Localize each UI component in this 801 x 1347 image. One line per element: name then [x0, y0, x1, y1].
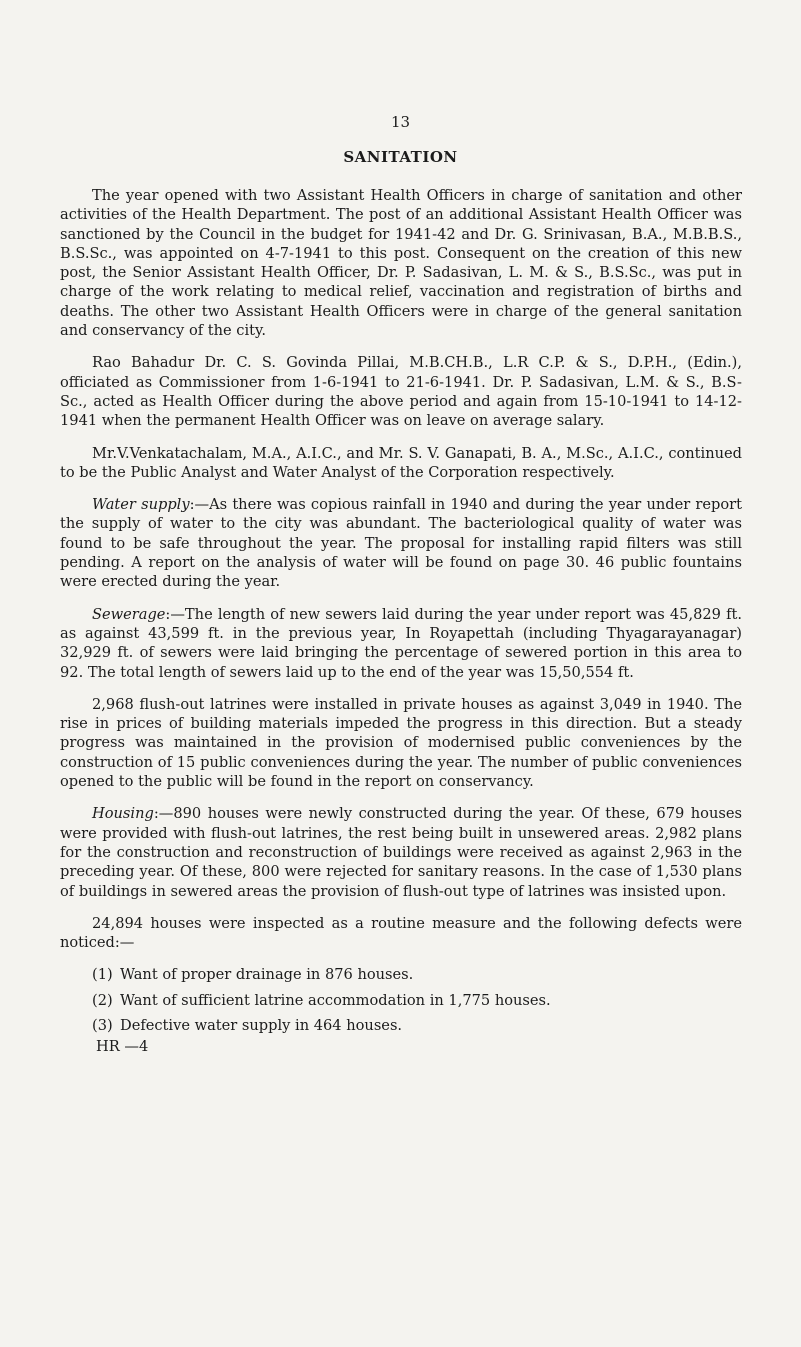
list-item-text: Defective water supply in 464 houses. [120, 1016, 403, 1034]
paragraph-intro [60, 186, 742, 340]
list-item-number: (2) [92, 991, 113, 1009]
list-item-number: (3) [92, 1016, 113, 1034]
list-item-text: Want of sufficient latrine accommodation in 1,775 houses. [120, 991, 551, 1009]
paragraph-sewerage [60, 605, 742, 682]
list-item-text: Want of proper drainage in 876 houses. [120, 966, 414, 984]
paragraph-text: 2,968 flush-out latrines were installed in private houses as against 3,049 in 1940. The rise in prices of building materials impeded the progress in this direction. But a steady progress was maintained in the provision of modernised public conveniences by the construction of 15 public conveniences during the year. The number of public conveniences opened to the public will be found in the report on conservancy. [60, 695, 742, 791]
paragraph-text: Rao Bahadur Dr. C. S. Govinda Pillai, M.B.CH.B., L.R C.P. & S., D.P.H., (Edin.), officiated as Commissioner from 1-6-1941 to 21-6-1941. Dr. P. Sadasivan, L.M. & S., B.S-Sc., acted as Health Officer during the above period and again from 15-10-1941 to 14-12-1941 when the permanent Health Officer was on leave on average salary. [60, 354, 742, 430]
paragraph-inspection [60, 914, 742, 953]
paragraph-lead: Housing [92, 805, 154, 823]
paragraph-water-supply [60, 495, 742, 591]
list-item [60, 991, 742, 1010]
paragraph-commissioner [60, 353, 742, 430]
list-item [60, 1016, 742, 1035]
paragraph-lead: Sewerage [92, 605, 166, 623]
paragraph-analysts [60, 444, 742, 483]
section-heading: SANITATION [343, 148, 458, 166]
paragraph-text: Mr.V.Venkatachalam, M.A., A.I.C., and Mr. S. V. Ganapati, B. A., M.Sc., A.I.C., continued to be the Public Analyst and Water Analyst of the Corporation respectively. [60, 444, 742, 481]
list-item [60, 965, 742, 984]
defects-list [60, 965, 742, 1035]
paragraph-text: :—As there was copious rainfall in 1940 and during the year under report the supply of water to the city was abundant. The bacteriological quality of water was found to be safe throughout the year. The proposal for installing rapid filters was still pending. A report on the analysis of water will be found on page 30. 46 public fountains were erected during the year. [60, 496, 742, 591]
paragraph-latrines [60, 695, 742, 791]
page-number: 13 [390, 113, 411, 131]
footer-mark: HR —4 [96, 1038, 149, 1056]
list-item-number: (1) [92, 966, 113, 984]
paragraph-text: :—890 houses were newly constructed during the year. Of these, 679 houses were provided with flush-out latrines, the rest being built in unsewered areas. 2,982 plans for the construction and reconstruction of buildings were received as against 2,963 in the preceding year. Of these, 800 were rejected for sanitary reasons. In the case of 1,530 plans of buildings in sewered areas the provision of flush-out type of latrines was insisted upon. [60, 805, 742, 900]
paragraph-housing [60, 804, 742, 900]
paragraph-text: :—The length of new sewers laid during the year under report was 45,829 ft. as against 43,599 ft. in the previous year, In Royapettah (including Thyagarayanagar) 32,929 ft. of sewers were laid bringing the percentage of sewered portion in this area to 92. The total length of sewers laid up to the end of the year was 15,50,554 ft. [60, 605, 742, 681]
paragraph-text: The year opened with two Assistant Health Officers in charge of sanitation and other activities of the Health Department. The post of an additional Assistant Health Officer was sanctioned by the Council in the budget for 1941-42 and Dr. G. Srinivasan, B.A., M.B.B.S., B.S.Sc., was appointed on 4-7-1941 to this post. Consequent on the creation of this new post, the Senior Assistant Health Officer, Dr. P. Sadasivan, L. M. & S., B.S.Sc., was put in charge of the work relating to medical relief, vaccination and registration of births and deaths. The other two Assistant Health Officers were in charge of the general sanitation and conservancy of the city. [60, 187, 742, 340]
report-body [60, 186, 742, 1057]
paragraph-text: 24,894 houses were inspected as a routine measure and the following defects were noticed:— [60, 914, 742, 952]
paragraph-lead: Water supply [92, 496, 190, 514]
